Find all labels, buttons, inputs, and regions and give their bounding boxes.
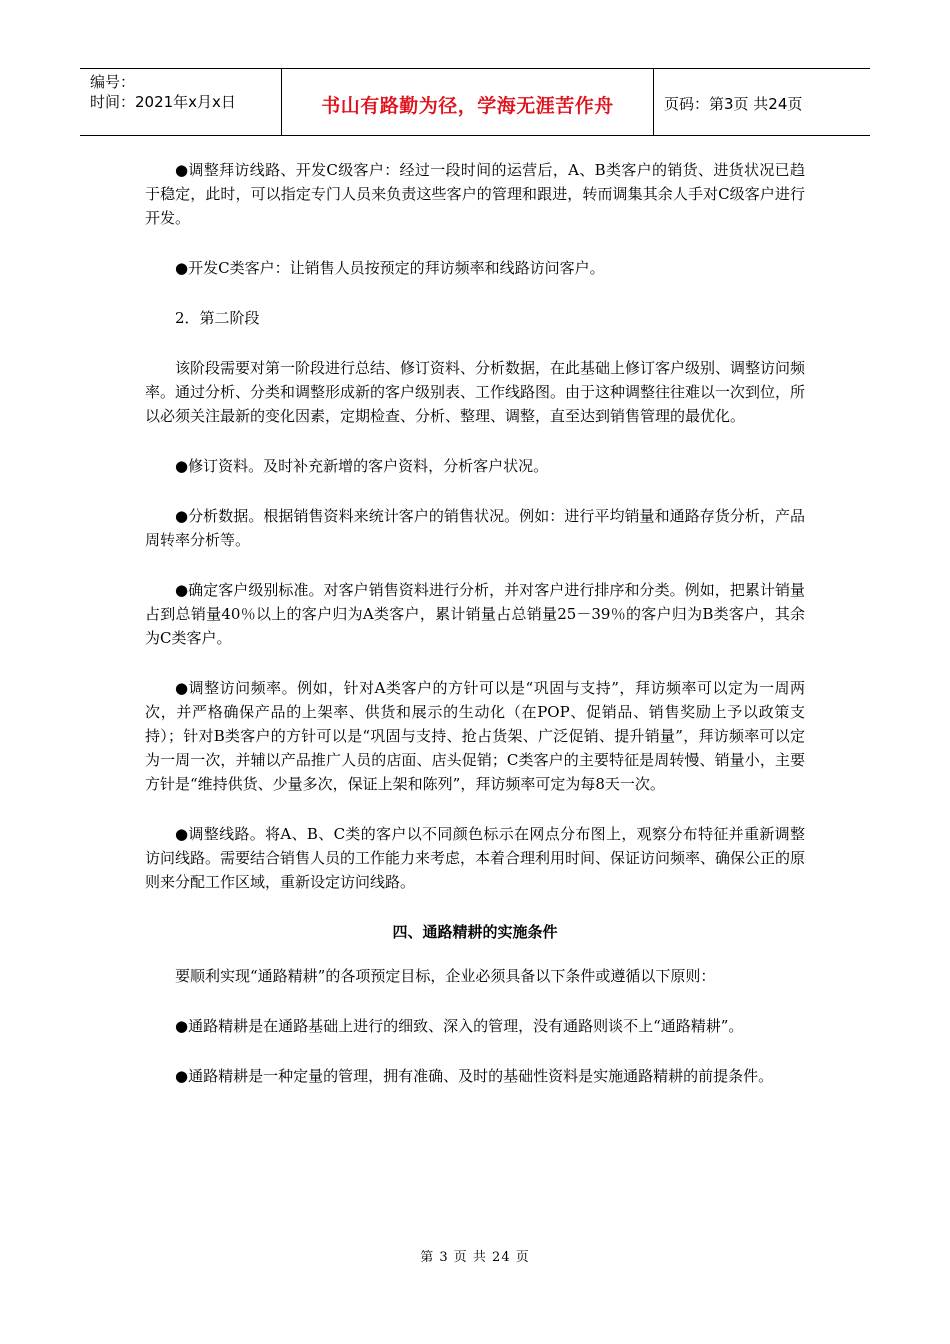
document-number-label: 编号： <box>90 73 136 91</box>
paragraph: ●通路精耕是一种定量的管理，拥有准确、及时的基础性资料是实施通路精耕的前提条件。 <box>175 1067 774 1085</box>
header-page-number: 页码：第3页 共24页 <box>664 94 803 113</box>
paragraph: ●开发C类客户：让销售人员按预定的拜访频率和线路访问客户。 <box>175 259 605 277</box>
paragraph: ●通路精耕是在通路基础上进行的细致、深入的管理，没有通路则谈不上“通路精耕”。 <box>175 1017 744 1035</box>
page-header <box>80 68 870 136</box>
page-footer: 第 3 页 共 24 页 <box>420 1250 530 1265</box>
header-motto: 书山有路勤为径，学海无涯苦作舟 <box>282 69 654 135</box>
document-date-label: 时间：2021年x月x日 <box>90 93 236 111</box>
section-heading: 四、通路精耕的实施条件 <box>392 923 558 941</box>
paragraph: ●调整线路。将A、B、C类的客户以不同颜色标示在网点分布图上，观察分布特征并重新调整访问线路。需要结合销售人员的工作能力来考虑，本着合理利用时间、保证访问频率、确保公正的原则来分配工作区域，重新设定访问线路。 <box>145 825 806 891</box>
paragraph: ●修订资料。及时补充新增的客户资料，分析客户状况。 <box>175 457 549 475</box>
paragraph: ●确定客户级别标准。对客户销售资料进行分析，并对客户进行排序和分类。例如，把累计销量占到总销量40％以上的客户归为A类客户，累计销量占总销量25－39％的客户归为B类客户，其余为C类客户。 <box>145 581 805 647</box>
document-body <box>145 158 805 1114</box>
paragraph: ●调整访问频率。例如，针对A类客户的方针可以是“巩固与支持”，拜访频率可以定为一周两次，并严格确保产品的上架率、供货和展示的生动化（在POP、促销品、销售奖励上予以政策支持）；针对B类客户的方针可以是“巩固与支持、抢占货架、广泛促销、提升销量”，拜访频率可以定为一周一次，并辅以产品推广人员的店面、店头促销；C类客户的主要特征是周转慢、销量小，主要方针是“维持供货、少量多次，保证上架和陈列”，拜访频率可定为每8天一次。 <box>145 679 805 793</box>
paragraph: ●分析数据。根据销售资料来统计客户的销售状况。例如：进行平均销量和通路存货分析，产品周转率分析等。 <box>145 507 805 549</box>
header-meta-cell <box>80 69 282 135</box>
subsection-title: 2．第二阶段 <box>175 309 260 327</box>
paragraph: 该阶段需要对第一阶段进行总结、修订资料、分析数据，在此基础上修订客户级别、调整访问频率。通过分析、分类和调整形成新的客户级别表、工作线路图。由于这种调整往往难以一次到位，所以必须关注最新的变化因素，定期检查、分析、整理、调整，直至达到销售管理的最优化。 <box>145 359 806 425</box>
paragraph: 要顺利实现“通路精耕”的各项预定目标，企业必须具备以下条件或遵循以下原则： <box>175 967 716 985</box>
paragraph: ●调整拜访线路、开发C级客户：经过一段时间的运营后，A、B类客户的销货、进货状况已趋于稳定，此时，可以指定专门人员来负责这些客户的管理和跟进，转而调集其余人手对C级客户进行开发。 <box>145 161 805 227</box>
